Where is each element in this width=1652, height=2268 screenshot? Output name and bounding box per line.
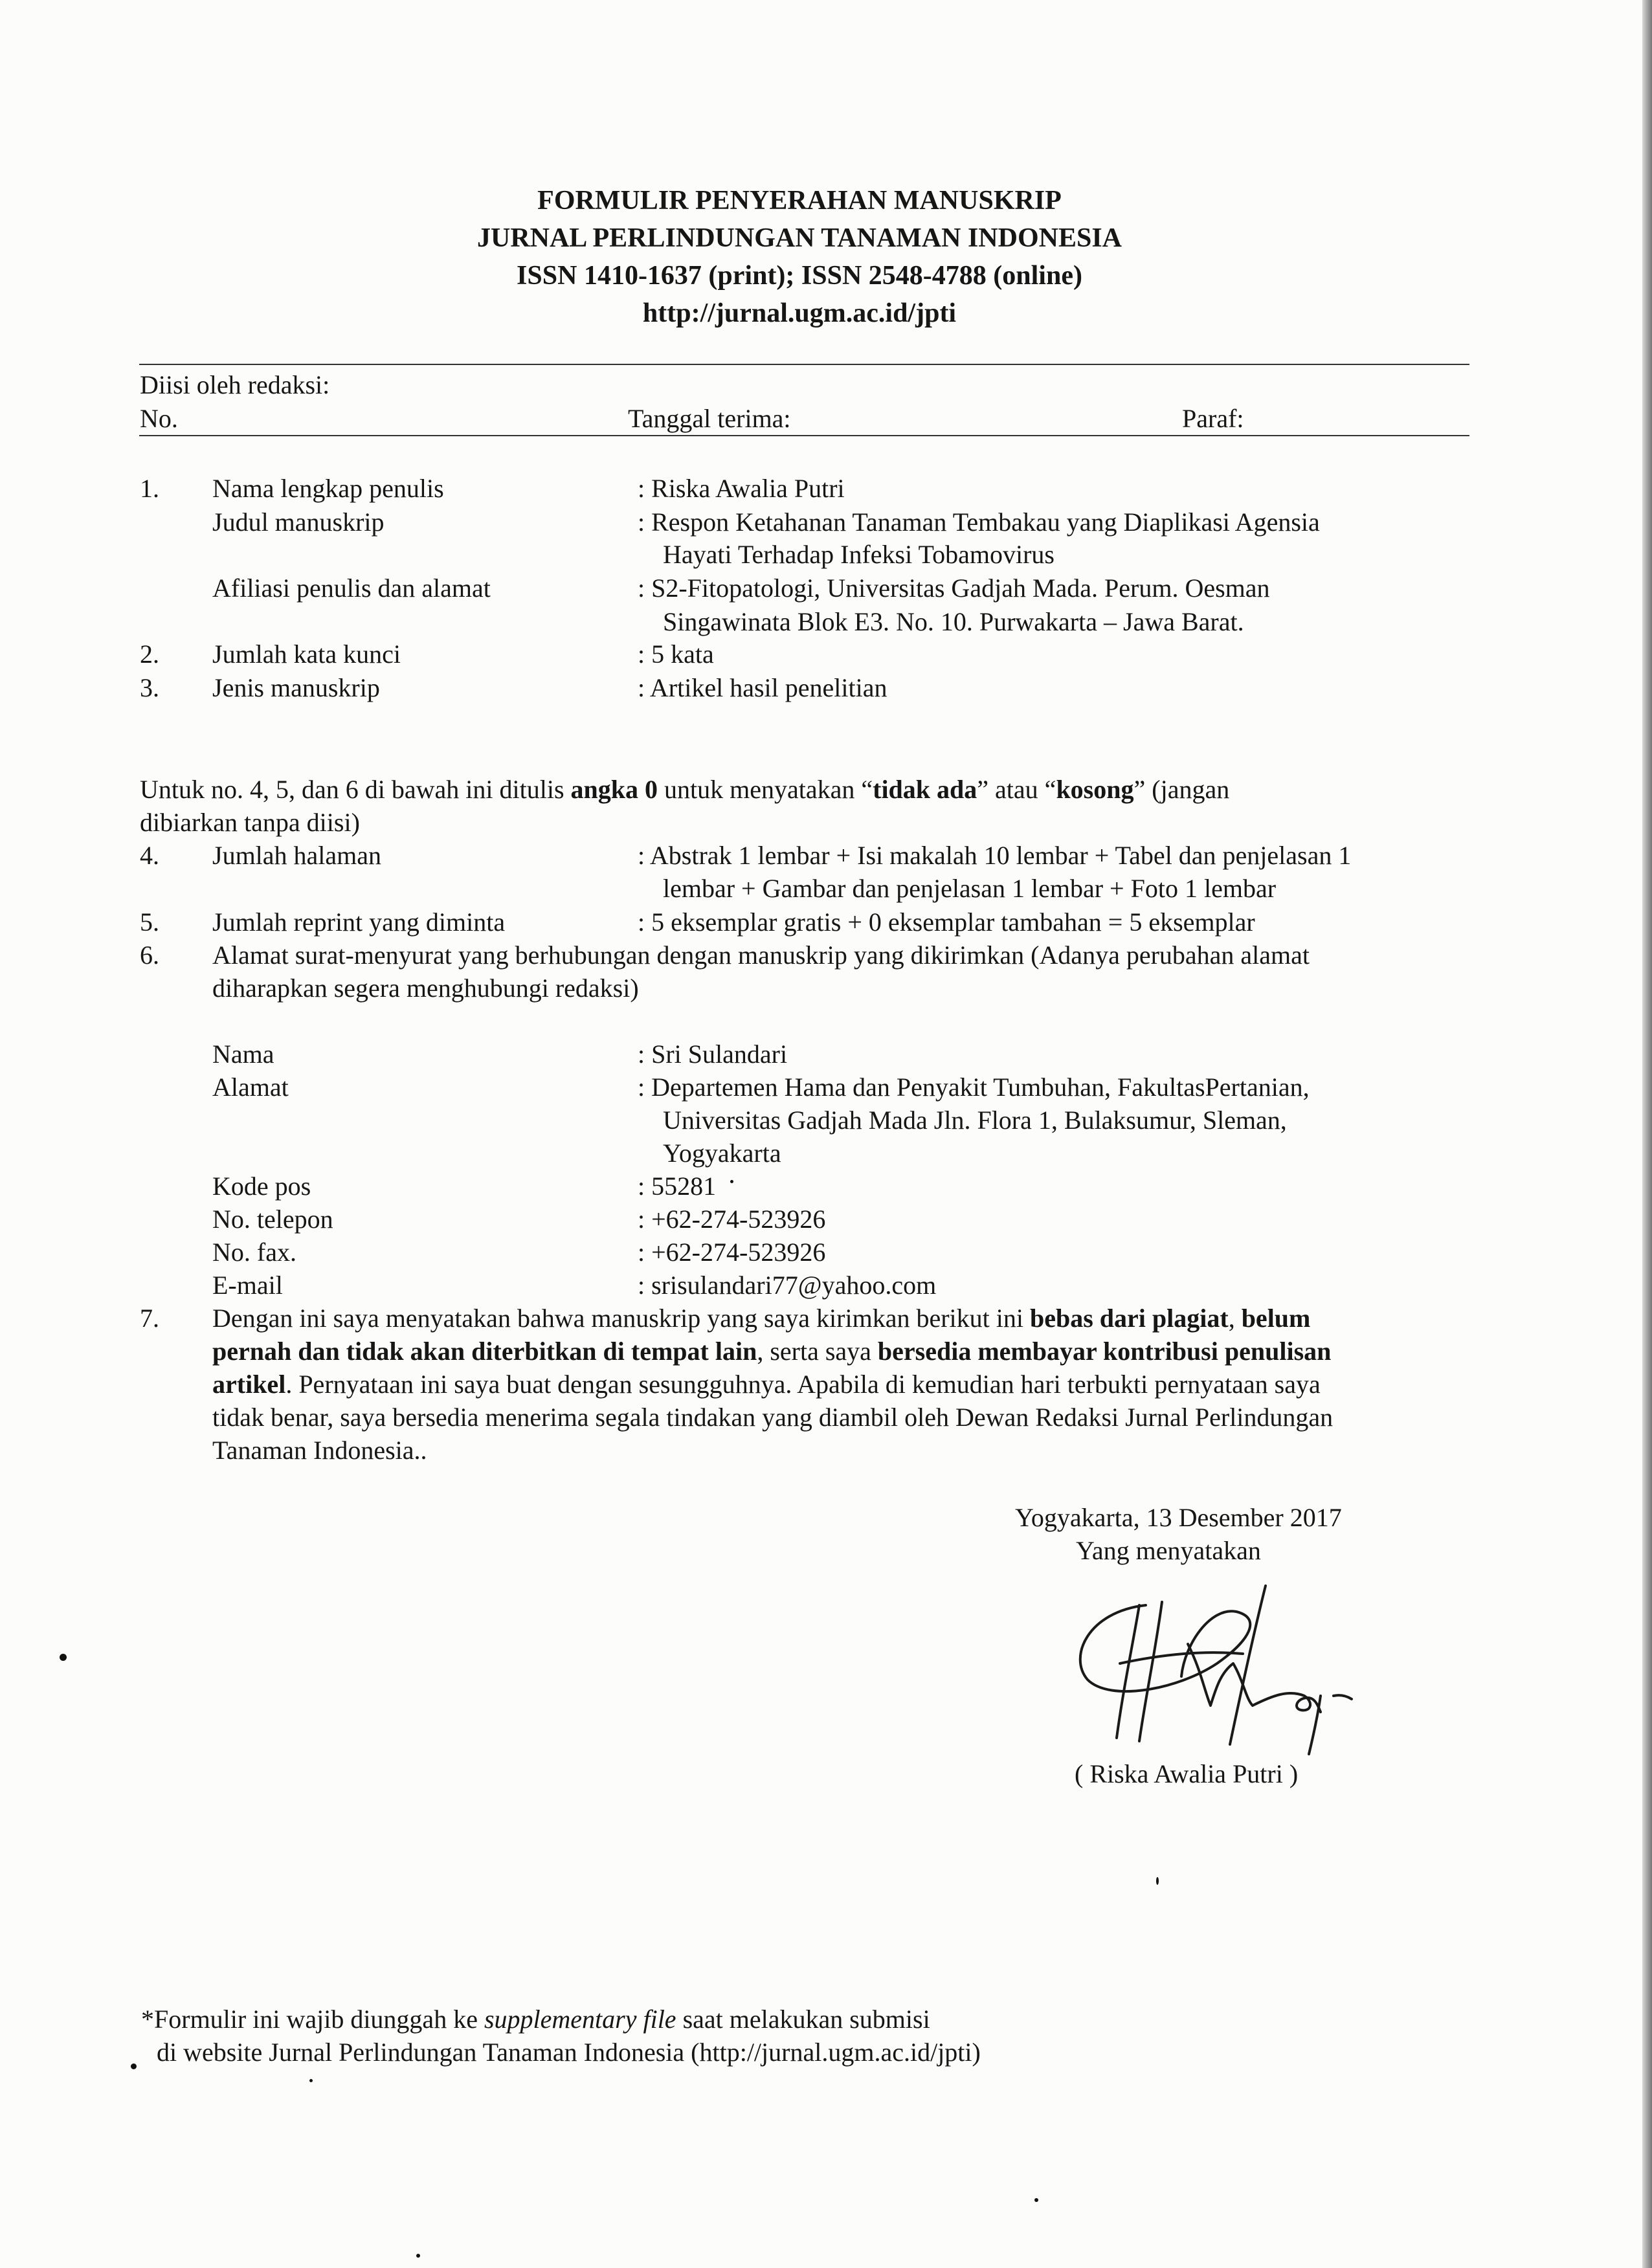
scan-speck (309, 2079, 313, 2082)
manuscript-type-value: : Artikel hasil penelitian (638, 673, 887, 702)
declaration-line-2 (212, 1335, 1331, 1368)
declaration-bold: belum (1241, 1304, 1311, 1333)
bottom-rule (139, 435, 1469, 436)
declaration-text: , (1228, 1304, 1242, 1333)
postal-code-label: Kode pos (212, 1172, 311, 1201)
affiliation-value-2: Singawinata Blok E3. No. 10. Purwakarta – Jawa Barat. (663, 607, 1244, 636)
contact-name-value: : Sri Sulandari (638, 1040, 788, 1069)
contact-address-value-2: Universitas Gadjah Mada Jln. Flora 1, Bulaksumur, Sleman, (663, 1106, 1287, 1135)
declaration-line-5: Tanaman Indonesia.. (212, 1436, 427, 1465)
scan-speck (131, 2063, 137, 2069)
declaration-line-4: tidak benar, saya bersedia menerima segala tindakan yang diambil oleh Dewan Redaksi Jurnal Perlindungan (212, 1403, 1334, 1432)
contact-address-value-1: : Departemen Hama dan Penyakit Tumbuhan, FakultasPertanian, (638, 1073, 1310, 1102)
fax-label: No. fax. (212, 1238, 296, 1267)
author-name-label: Nama lengkap penulis (212, 474, 444, 503)
journal-url: http://jurnal.ugm.ac.id/jpti (642, 298, 957, 328)
declaration-bold: bebas dari plagiat (1029, 1304, 1229, 1333)
editor-no-label: No. (140, 404, 178, 433)
place-date: Yogyakarta, 13 Desember 2017 (1015, 1503, 1342, 1532)
journal-name: JURNAL PERLINDUNGAN TANAMAN INDONESIA (476, 223, 1122, 253)
declaration-text: , serta saya (757, 1337, 878, 1366)
editor-date-label: Tanggal terima: (628, 404, 791, 433)
correspondence-text-2: diharapkan segera menghubungi redaksi) (212, 973, 639, 1003)
scan-edge (1642, 0, 1652, 2268)
footer-text: saat melakukan submisi (676, 2005, 930, 2034)
affiliation-value-1: : S2-Fitopatologi, Universitas Gadjah Mada. Perum. Oesman (638, 573, 1270, 603)
keywords-label: Jumlah kata kunci (212, 639, 401, 669)
note-bold-zero: angka 0 (570, 775, 658, 804)
scan-speck (60, 1654, 67, 1661)
reprint-value: : 5 eksemplar gratis + 0 eksemplar tambahan = 5 eksemplar (638, 907, 1255, 937)
phone-value: : +62-274-523926 (638, 1205, 826, 1234)
declaration-text: Dengan ini saya menyatakan bahwa manuskrip yang saya kirimkan berikut ini (212, 1304, 1030, 1333)
stated-by: Yang menyatakan (1076, 1536, 1261, 1565)
item-number: 4. (140, 841, 159, 870)
handwritten-signature (1049, 1566, 1359, 1761)
phone-label: No. telepon (212, 1205, 333, 1234)
affiliation-label: Afiliasi penulis dan alamat (212, 573, 491, 603)
instruction-note (140, 773, 1229, 806)
item-number: 5. (140, 907, 159, 937)
fax-value: : +62-274-523926 (638, 1238, 826, 1267)
footer-note-line-1 (141, 2003, 930, 2036)
signer-name: ( Riska Awalia Putri ) (1075, 1759, 1299, 1788)
note-bold-none: tidak ada (873, 775, 977, 804)
editor-paraf-label: Paraf: (1182, 404, 1244, 433)
correspondence-text-1: Alamat surat-menyurat yang berhubungan dengan manuskrip yang dikirimkan (Adanya perubahan alamat (212, 940, 1310, 970)
declaration-line-3 (212, 1368, 1321, 1401)
note-text: ” atau “ (977, 775, 1056, 804)
instruction-note-line-2: dibiarkan tanpa diisi) (140, 808, 360, 837)
declaration-text: . Pernyataan ini saya buat dengan sesungguhnya. Apabila di kemudian hari terbukti pernyataan saya (285, 1370, 1321, 1399)
top-rule (139, 364, 1469, 365)
footer-note-line-2: di website Jurnal Perlindungan Tanaman Indonesia (http://jurnal.ugm.ac.id/jpti) (157, 2038, 981, 2067)
manuscript-title-value-2: Hayati Terhadap Infeksi Tobamovirus (663, 540, 1055, 569)
scan-speck (1034, 2198, 1038, 2202)
manuscript-type-label: Jenis manuskrip (212, 673, 380, 702)
author-name-value: : Riska Awalia Putri (638, 474, 845, 503)
footer-italic: supplementary file (484, 2005, 676, 2034)
declaration-line-1 (212, 1302, 1310, 1335)
declaration-bold: artikel (212, 1370, 286, 1399)
item-number: 3. (140, 673, 159, 702)
item-number: 6. (140, 940, 159, 970)
keywords-value: : 5 kata (638, 639, 714, 669)
declaration-bold: pernah dan tidak akan diterbitkan di tempat lain (212, 1337, 757, 1366)
page-count-value-1: : Abstrak 1 lembar + Isi makalah 10 lembar + Tabel dan penjelasan 1 (638, 841, 1352, 870)
page-count-value-2: lembar + Gambar dan penjelasan 1 lembar + Foto 1 lembar (663, 874, 1277, 903)
page-count-label: Jumlah halaman (212, 841, 382, 870)
note-text: ” (jangan (1133, 775, 1230, 804)
scan-speck (1156, 1877, 1159, 1885)
item-number: 7. (140, 1304, 159, 1333)
form-title: FORMULIR PENYERAHAN MANUSKRIP (537, 186, 1062, 216)
contact-address-label: Alamat (212, 1073, 289, 1102)
manuscript-title-value-1: : Respon Ketahanan Tanaman Tembakau yang Diaplikasi Agensia (638, 507, 1320, 537)
note-text: Untuk no. 4, 5, dan 6 di bawah ini ditulis (140, 775, 571, 804)
contact-address-value-3: Yogyakarta (663, 1139, 781, 1168)
note-bold-empty: kosong (1056, 775, 1134, 804)
editor-label: Diisi oleh redaksi: (140, 370, 330, 399)
item-number: 1. (140, 474, 159, 503)
postal-code-value: : 55281 (638, 1172, 717, 1201)
footer-text: *Formulir ini wajib diunggah ke (141, 2005, 484, 2034)
scan-speck (730, 1180, 733, 1183)
declaration-bold: bersedia membayar kontribusi penulisan (877, 1337, 1332, 1366)
manuscript-title-label: Judul manuskrip (212, 507, 385, 537)
issn-line: ISSN 1410-1637 (print); ISSN 2548-4788 (online) (517, 261, 1082, 291)
email-value: : srisulandari77@yahoo.com (638, 1271, 937, 1300)
contact-name-label: Nama (212, 1040, 274, 1069)
reprint-label: Jumlah reprint yang diminta (212, 907, 506, 937)
item-number: 2. (140, 639, 159, 669)
note-text: untuk menyatakan “ (658, 775, 873, 804)
email-label: E-mail (212, 1271, 283, 1300)
scan-speck (416, 2254, 420, 2258)
